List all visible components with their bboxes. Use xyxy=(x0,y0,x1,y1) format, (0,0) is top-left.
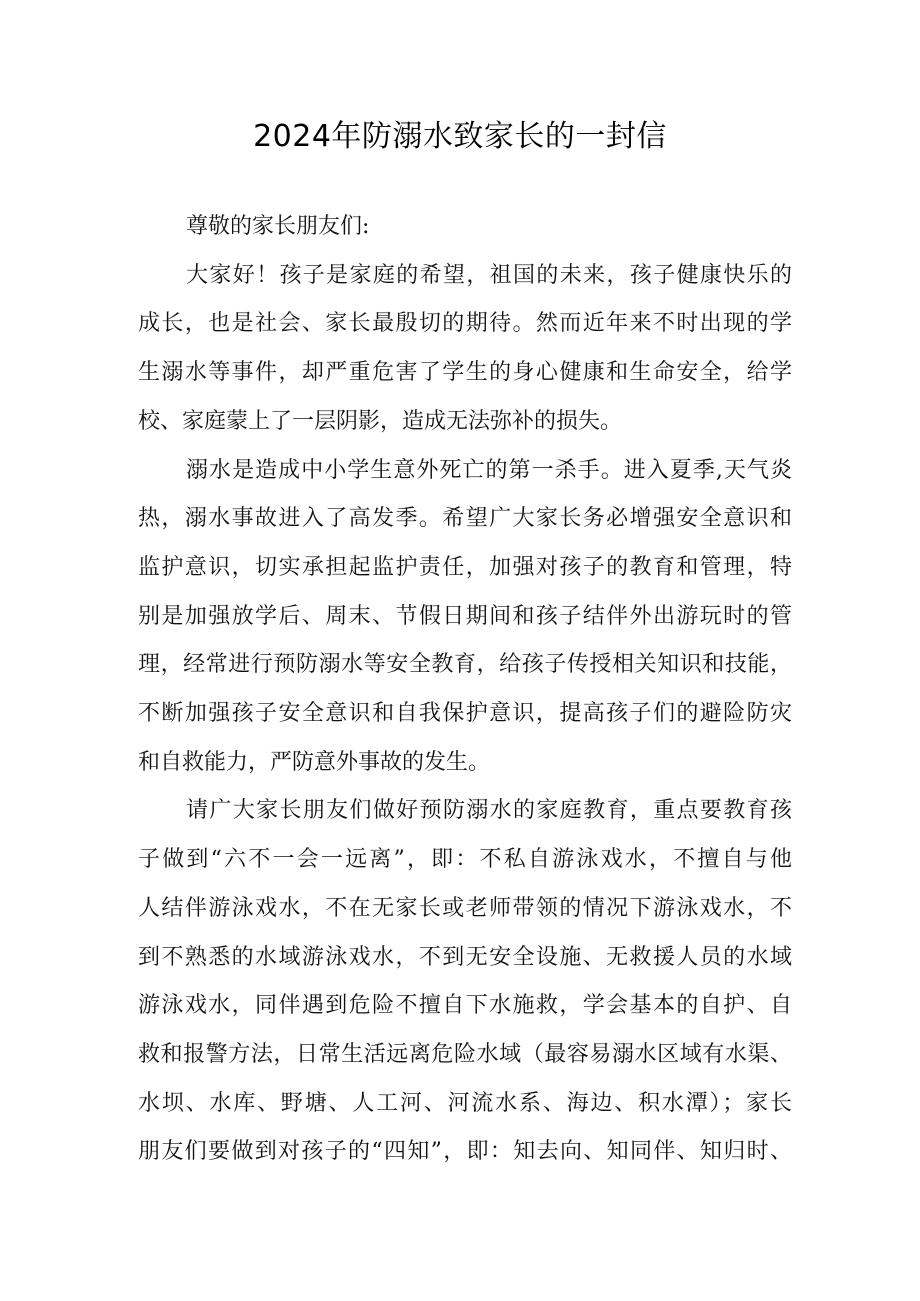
body-line: 别是加强放学后、周末、节假日期间和孩子结伴外出游玩时的管 xyxy=(138,603,792,629)
body-line: 监护意识，切实承担起监护责任，加强对孩子的教育和管理，特 xyxy=(138,554,792,580)
body-line: 子做到“六不一会一远离”，即：不私自游泳戏水，不擅自与他 xyxy=(138,847,792,873)
document-title: 2024年防溺水致家长的一封信 xyxy=(253,119,667,154)
body-line: 和自救能力，严防意外事故的发生。 xyxy=(138,749,491,775)
body-line: 朋友们要做到对孩子的“四知”，即：知去向、知同伴、知归时、 xyxy=(138,1139,792,1165)
body-line: 人结伴游泳戏水，不在无家长或老师带领的情况下游泳戏水，不 xyxy=(138,895,792,921)
body-line: 溺水是造成中小学生意外死亡的第一杀手。进入夏季,天气炎 xyxy=(186,457,792,483)
body-line: 到不熟悉的水域游泳戏水，不到无安全设施、无救援人员的水域 xyxy=(138,944,792,970)
body-line: 不断加强孩子安全意识和自我保护意识，提高孩子们的避险防灾 xyxy=(138,701,792,726)
body-line: 请广大家长朋友们做好预防溺水的家庭教育，重点要教育孩 xyxy=(186,798,792,824)
body-line: 生溺水等事件，却严重危害了学生的身心健康和生命安全，给学 xyxy=(138,360,792,386)
body-line: 理，经常进行预防溺水等安全教育，给孩子传授相关知识和技能， xyxy=(138,652,792,678)
body-line: 水坝、水库、野塘、人工河、河流水系、海边、积水潭）；家长 xyxy=(138,1090,792,1116)
body-line: 成长，也是社会、家长最殷切的期待。然而近年来不时出现的学 xyxy=(138,311,792,337)
body-line: 大家好！孩子是家庭的希望，祖国的未来，孩子健康快乐的 xyxy=(186,262,792,288)
body-line: 尊敬的家长朋友们: xyxy=(186,214,370,239)
body-line: 救和报警方法，日常生活远离危险水域（最容易溺水区域有水渠、 xyxy=(138,1041,792,1067)
body-line: 热，溺水事故进入了高发季。希望广大家长务必增强安全意识和 xyxy=(138,506,792,532)
body-line: 校、家庭蒙上了一层阴影，造成无法弥补的损失。 xyxy=(138,408,623,434)
body-line: 游泳戏水，同伴遇到危险不擅自下水施救，学会基本的自护、自 xyxy=(138,993,792,1019)
